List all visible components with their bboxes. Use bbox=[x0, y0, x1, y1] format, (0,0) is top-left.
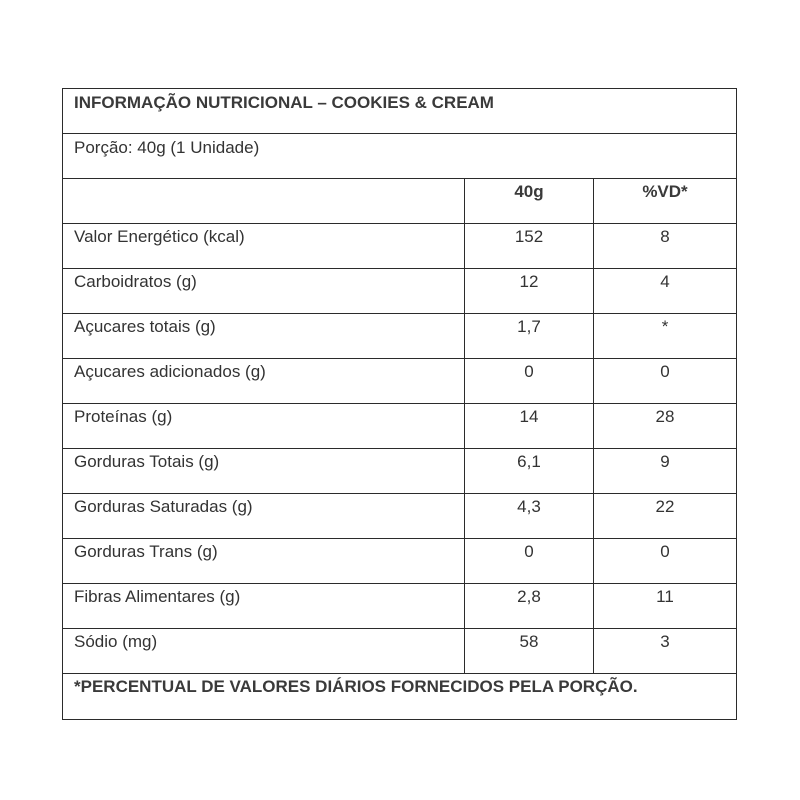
nutrient-quantity: 1,7 bbox=[465, 314, 594, 358]
nutrient-quantity: 2,8 bbox=[465, 584, 594, 628]
nutrient-daily-value: 9 bbox=[660, 452, 670, 471]
nutrient-name: Valor Energético (kcal) bbox=[63, 224, 465, 268]
nutrient-name: Sódio (mg) bbox=[63, 629, 465, 673]
table-row bbox=[63, 224, 736, 269]
table-row bbox=[63, 314, 736, 359]
nutrient-daily-value: 28 bbox=[655, 407, 675, 426]
table-header-row bbox=[63, 179, 736, 224]
nutrient-daily-value: 3 bbox=[660, 632, 670, 651]
table-row bbox=[63, 629, 736, 674]
nutrient-quantity: 0 bbox=[465, 359, 594, 403]
nutrient-quantity: 12 bbox=[465, 269, 594, 313]
table-row bbox=[63, 494, 736, 539]
nutrient-name: Açucares adicionados (g) bbox=[63, 359, 465, 403]
nutrient-quantity: 152 bbox=[465, 224, 594, 268]
nutrient-daily-value: 11 bbox=[656, 587, 674, 606]
nutrient-quantity: 14 bbox=[465, 404, 594, 448]
nutrient-name: Gorduras Saturadas (g) bbox=[63, 494, 465, 538]
nutrient-daily-value: * bbox=[661, 317, 669, 336]
nutrient-name: Gorduras Totais (g) bbox=[63, 449, 465, 493]
nutrient-quantity: 58 bbox=[465, 629, 594, 673]
header-nutrient bbox=[63, 179, 465, 223]
nutrient-daily-value: 4 bbox=[660, 272, 670, 291]
nutrient-daily-value: 0 bbox=[660, 542, 670, 561]
nutrient-quantity: 4,3 bbox=[465, 494, 594, 538]
table-row bbox=[63, 539, 736, 584]
table-row bbox=[63, 404, 736, 449]
table-row bbox=[63, 359, 736, 404]
table-row bbox=[63, 449, 736, 494]
nutrient-daily-value: 0 bbox=[660, 362, 670, 381]
nutrient-quantity: 6,1 bbox=[465, 449, 594, 493]
header-daily-value: %VD* bbox=[642, 182, 688, 201]
nutrient-quantity: 0 bbox=[465, 539, 594, 583]
nutrient-name: Fibras Alimentares (g) bbox=[63, 584, 465, 628]
table-row bbox=[63, 269, 736, 314]
table-row bbox=[63, 584, 736, 629]
nutrient-name: Carboidratos (g) bbox=[63, 269, 465, 313]
nutrition-facts-table bbox=[62, 88, 737, 720]
portion-size: Porção: 40g (1 Unidade) bbox=[63, 134, 736, 179]
nutrient-daily-value: 22 bbox=[655, 497, 675, 516]
daily-value-footnote: *PERCENTUAL DE VALORES DIÁRIOS FORNECIDOS PELA PORÇÃO. bbox=[74, 677, 638, 696]
nutrient-name: Proteínas (g) bbox=[63, 404, 465, 448]
nutrient-daily-value: 8 bbox=[660, 227, 670, 246]
header-quantity: 40g bbox=[465, 179, 594, 223]
table-title: INFORMAÇÃO NUTRICIONAL – COOKIES & CREAM bbox=[63, 89, 736, 134]
nutrient-name: Açucares totais (g) bbox=[63, 314, 465, 358]
nutrient-name: Gorduras Trans (g) bbox=[63, 539, 465, 583]
